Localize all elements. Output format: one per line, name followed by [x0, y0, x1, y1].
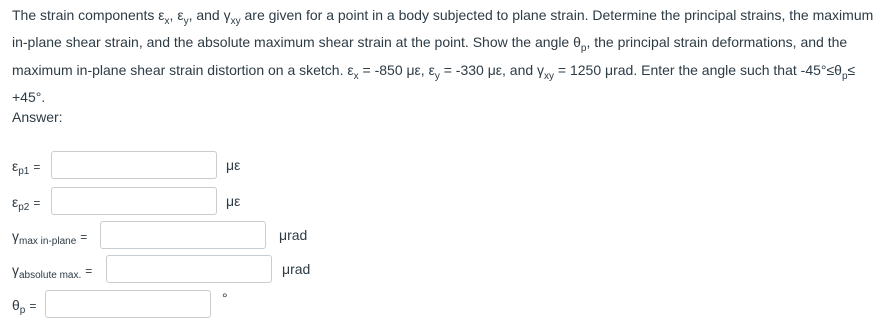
epsilon-p2-label: $\varepsilon_{p2}$ = [12, 194, 41, 213]
answer-row-gamma-max-inplane [12, 221, 87, 251]
question-intro: The strain components $\varepsilon_x$, $\varepsilon_y$, and $\gamma_{xy}$ are given for a point in a body subjected to plane strain. Determine the principal strains, the maximum in-plane shear strain, and the absolute maximum shear strain at the point. Show the angle $\theta_p$, the principal strain deformations, and the maximum in-plane shear strain distortion on a sketch. $\varepsilon_x = -850$ με, $\varepsilon_y = -330$ με, and $\gamma_{xy} = 1250$ μrad. Enter the angle such that $-45^\circ\le\theta_p\le +45^\circ$. [12, 7, 874, 105]
gamma-absolute-max-input[interactable] [106, 255, 272, 283]
answer-row-gamma-absolute-max [12, 255, 92, 285]
gamma-absolute-max-label: $\gamma_{absolute max.}$ = [12, 262, 93, 281]
gamma-absolute-max-unit: μrad [282, 261, 311, 277]
theta-p-label: $\theta_p$ = [12, 297, 37, 316]
answer-row-ep1 [12, 151, 40, 181]
theta-p-input[interactable] [45, 290, 211, 318]
theta-p-unit: ° [222, 290, 228, 306]
question-text [12, 5, 878, 107]
epsilon-p1-input[interactable] [51, 151, 217, 179]
answer-label: Answer: [12, 109, 63, 125]
epsilon-p1-unit: με [226, 157, 241, 173]
answer-row-ep2 [12, 187, 40, 217]
gamma-max-inplane-unit: μrad [279, 227, 308, 243]
answer-row-theta-p [12, 290, 36, 320]
gamma-max-inplane-label: $\gamma_{max in-plane}$ = [12, 228, 88, 247]
gamma-max-inplane-input[interactable] [100, 221, 266, 249]
epsilon-p1-label: $\varepsilon_{p1}$ = [12, 158, 41, 177]
epsilon-p2-input[interactable] [51, 187, 217, 215]
epsilon-p2-unit: με [226, 193, 241, 209]
